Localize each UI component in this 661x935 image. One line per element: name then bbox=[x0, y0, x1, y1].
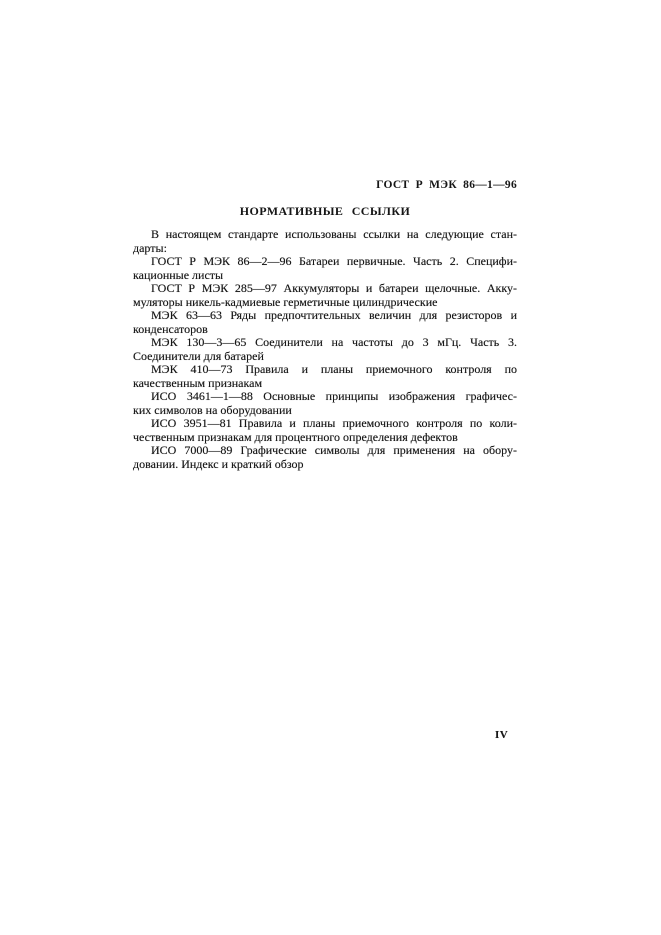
text-line: МЭК 130—3—65 Соединители на частоты до 3 мГц. Часть 3. bbox=[151, 335, 517, 349]
reference-paragraph bbox=[133, 255, 517, 282]
text-line: дарты: bbox=[133, 240, 167, 255]
text-line: ИСО 7000—89 Графические символы для применения на обору- bbox=[151, 443, 517, 457]
reference-paragraph bbox=[133, 282, 517, 309]
text-line: чественным признакам для процентного определения дефектов bbox=[133, 429, 458, 444]
text-line: МЭК 410—73 Правила и планы приемочного контроля по bbox=[151, 362, 517, 376]
text-line: Соединители для батарей bbox=[133, 348, 264, 363]
text-line: ких символов на оборудовании bbox=[133, 402, 292, 417]
reference-paragraph bbox=[133, 228, 517, 255]
text-line: качественным признакам bbox=[133, 375, 263, 390]
text-line: МЭК 63—63 Ряды предпочтительных величин для резисторов и bbox=[151, 308, 517, 322]
text-line: ИСО 3951—81 Правила и планы приемочного контроля по коли- bbox=[151, 416, 517, 430]
text-line: ГОСТ Р МЭК 285—97 Аккумуляторы и батареи щелочные. Акку- bbox=[151, 281, 517, 295]
reference-paragraph bbox=[133, 309, 517, 336]
reference-paragraph bbox=[133, 444, 517, 471]
text-line: муляторы никель-кадмиевые герметичные цилиндрические bbox=[133, 294, 438, 309]
text-line: конденсаторов bbox=[133, 321, 208, 336]
reference-paragraph bbox=[133, 417, 517, 444]
text-line: В настоящем стандарте использованы ссылки на следующие стан- bbox=[151, 227, 517, 241]
section-title: НОРМАТИВНЫЕ ССЫЛКИ bbox=[239, 204, 411, 218]
page-number: IV bbox=[495, 729, 509, 741]
reference-paragraph bbox=[133, 390, 517, 417]
text-line: кационные листы bbox=[133, 267, 224, 282]
text-line: довании. Индекс и краткий обзор bbox=[133, 456, 304, 471]
text-line: ИСО 3461—1—88 Основные принципы изображения графичес- bbox=[151, 389, 517, 403]
reference-paragraph bbox=[133, 363, 517, 390]
body-text bbox=[133, 228, 517, 471]
text-line: ГОСТ Р МЭК 86—2—96 Батареи первичные. Часть 2. Специфи- bbox=[151, 254, 517, 268]
document-code: ГОСТ Р МЭК 86—1—96 bbox=[376, 179, 517, 191]
reference-paragraph bbox=[133, 336, 517, 363]
